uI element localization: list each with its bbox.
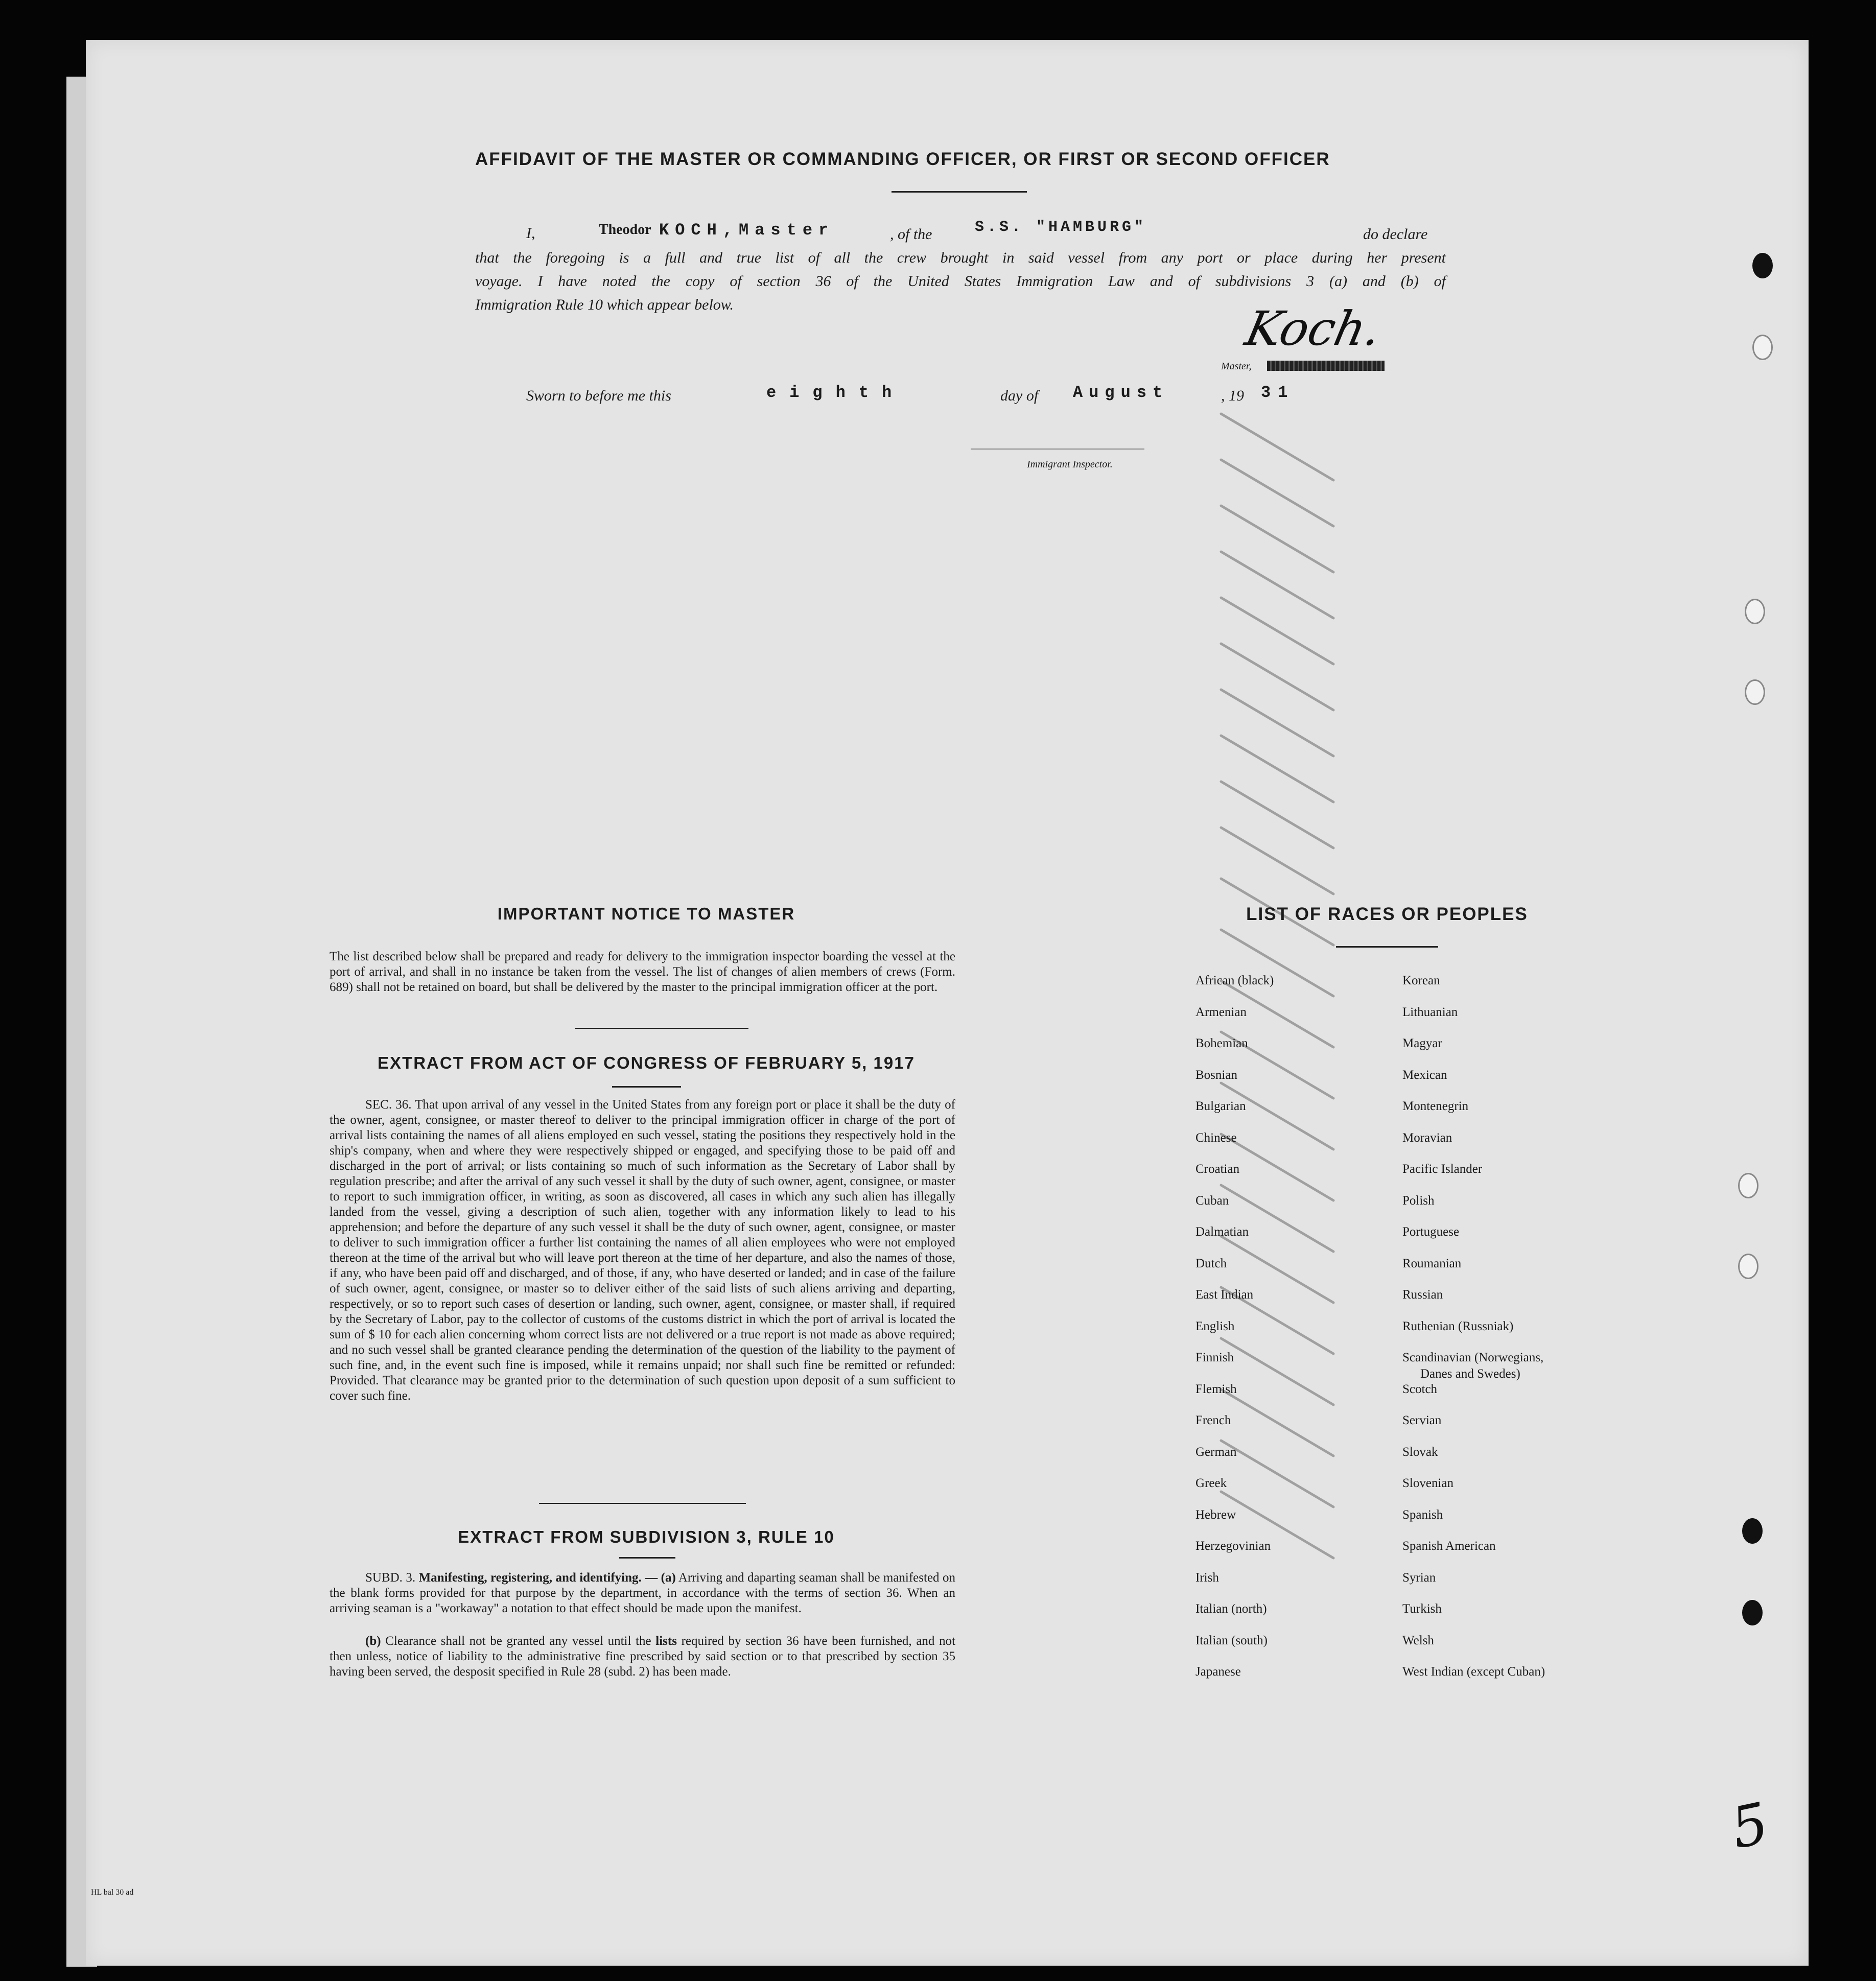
day-of-label: day of bbox=[1000, 387, 1039, 404]
master-label: Master, bbox=[1221, 361, 1252, 372]
affidavit-line-4: Immigration Rule 10 which appear below. bbox=[475, 296, 734, 313]
race-item: Dalmatian bbox=[1195, 1225, 1249, 1239]
binder-hole bbox=[1742, 1518, 1763, 1544]
race-item: French bbox=[1195, 1413, 1231, 1427]
races-divider bbox=[1336, 946, 1438, 948]
binder-hole bbox=[1745, 679, 1765, 705]
race-item: Russian bbox=[1402, 1288, 1443, 1302]
race-item: Armenian bbox=[1195, 1005, 1247, 1019]
notice-title: IMPORTANT NOTICE TO MASTER bbox=[497, 904, 795, 923]
binder-hole bbox=[1738, 1254, 1758, 1279]
binder-hole bbox=[1742, 1600, 1763, 1625]
race-item: Pacific Islander bbox=[1402, 1162, 1483, 1176]
race-item: Dutch bbox=[1195, 1256, 1227, 1270]
race-item: Italian (north) bbox=[1195, 1602, 1267, 1616]
rule-a-heading: Manifesting, registering, and identifying. bbox=[418, 1571, 642, 1585]
title-divider bbox=[892, 191, 1027, 193]
race-item: Magyar bbox=[1402, 1036, 1442, 1050]
race-item: Syrian bbox=[1402, 1570, 1436, 1585]
race-item: West Indian (except Cuban) bbox=[1402, 1665, 1545, 1679]
race-item: Irish bbox=[1195, 1570, 1219, 1585]
race-item: Flemish bbox=[1195, 1382, 1237, 1396]
race-item: Bosnian bbox=[1195, 1068, 1237, 1082]
binder-hole bbox=[1752, 335, 1773, 360]
rule-a-lead: SUBD. 3. bbox=[365, 1571, 416, 1585]
sworn-label: Sworn to before me this bbox=[526, 387, 671, 404]
sworn-month: August bbox=[1073, 383, 1169, 402]
race-item: Roumanian bbox=[1402, 1256, 1462, 1270]
race-item: Finnish bbox=[1195, 1351, 1234, 1364]
race-item: Servian bbox=[1402, 1413, 1442, 1427]
year-suffix: 31 bbox=[1261, 383, 1295, 402]
master-first-name: Theodor bbox=[599, 222, 651, 238]
rule-paragraph-b bbox=[330, 1634, 955, 1680]
page-number-mark: 5 bbox=[1725, 1790, 1774, 1861]
race-item: Spanish American bbox=[1402, 1539, 1496, 1553]
do-declare-label: do declare bbox=[1363, 226, 1428, 243]
act-title: EXTRACT FROM ACT OF CONGRESS OF FEBRUARY 5, 1917 bbox=[378, 1053, 915, 1072]
race-item: English bbox=[1195, 1319, 1235, 1333]
race-item: African (black) bbox=[1195, 974, 1274, 987]
race-item: Scandinavian (Norwegians, bbox=[1402, 1351, 1544, 1364]
struck-out-officer-title bbox=[1267, 361, 1385, 371]
races-title: LIST OF RACES OR PEOPLES bbox=[1246, 904, 1528, 924]
race-item: Lithuanian bbox=[1402, 1005, 1458, 1019]
race-item: Turkish bbox=[1402, 1602, 1442, 1616]
race-item: Mexican bbox=[1402, 1068, 1447, 1082]
binder-hole bbox=[1752, 253, 1773, 278]
race-item: Italian (south) bbox=[1195, 1633, 1268, 1647]
master-signature: Koch. bbox=[1240, 301, 1387, 356]
rule-b-marker: (b) bbox=[365, 1634, 381, 1648]
race-item: Hebrew bbox=[1195, 1507, 1236, 1522]
year-prefix: , 19 bbox=[1221, 387, 1244, 404]
rule-title: EXTRACT FROM SUBDIVISION 3, RULE 10 bbox=[458, 1527, 835, 1546]
affidavit-title: AFFIDAVIT OF THE MASTER OR COMMANDING OFFICER, OR FIRST OR SECOND OFFICER bbox=[475, 149, 1330, 169]
race-item: Greek bbox=[1195, 1476, 1227, 1490]
race-item: Portuguese bbox=[1402, 1225, 1460, 1239]
race-item: Welsh bbox=[1402, 1633, 1434, 1647]
race-item: Montenegrin bbox=[1402, 1099, 1469, 1113]
notice-divider bbox=[575, 1028, 748, 1029]
affidavit-line-2: that the foregoing is a full and true list of all the crew brought in said vessel from any port or place during her present bbox=[475, 249, 1446, 266]
rule-divider bbox=[619, 1557, 675, 1559]
race-item: German bbox=[1195, 1445, 1237, 1459]
act-divider bbox=[612, 1086, 681, 1088]
race-item: Scotch bbox=[1402, 1382, 1438, 1396]
rule-a-marker: — (a) bbox=[645, 1571, 676, 1585]
race-item: Herzegovinian bbox=[1195, 1539, 1271, 1553]
race-item: East Indian bbox=[1195, 1288, 1254, 1302]
race-item: Bulgarian bbox=[1195, 1099, 1246, 1113]
rule-b-lists: lists bbox=[655, 1634, 677, 1648]
form-code: HL bal 30 ad bbox=[91, 1888, 134, 1897]
race-item: Polish bbox=[1402, 1193, 1435, 1208]
race-item: Ruthenian (Russniak) bbox=[1402, 1319, 1514, 1333]
inspector-signature-line bbox=[971, 449, 1144, 450]
notice-text: The list described below shall be prepared and ready for delivery to the immigration inspector boarding the vessel at the port of arrival, and shall in no instance be taken from the vessel. The list of changes of alien members of crews (Form. 689) shall not be retained on board, but shall be delivered by the master to the principal immigration officer at the port. bbox=[330, 950, 955, 994]
binder-hole bbox=[1738, 1173, 1758, 1198]
of-the-label: , of the bbox=[890, 226, 932, 243]
race-item: Cuban bbox=[1195, 1193, 1229, 1208]
rule-paragraph-a bbox=[330, 1570, 955, 1616]
affidavit-line-3: voyage. I have noted the copy of section 36 of the United States Immigration Law and of subdivisions 3 (a) and (b) of bbox=[475, 273, 1446, 290]
race-item: Slovenian bbox=[1402, 1476, 1453, 1490]
rule-b-text-1: Clearance shall not be granted any vessel until the bbox=[385, 1634, 651, 1648]
act-end-divider bbox=[539, 1503, 746, 1504]
race-item: Korean bbox=[1402, 974, 1440, 987]
inspector-label: Immigrant Inspector. bbox=[1027, 459, 1113, 470]
race-item: Croatian bbox=[1195, 1162, 1240, 1176]
race-item: Chinese bbox=[1195, 1130, 1237, 1145]
races-scandinavian-continuation: Danes and Swedes) bbox=[1420, 1367, 1520, 1381]
race-item: Spanish bbox=[1402, 1507, 1443, 1522]
act-text: SEC. 36. That upon arrival of any vessel in the United States from any foreign port or place it shall be the duty of the owner, agent, consignee, or master thereof to deliver to the principal immigration officer in charge of the port of arrival lists containing the names of all aliens employed en such vessel, stating the positions they respectively hold in the ship's company, when and where they were respectively shipped or engaged, and specifying those to be paid off and discharged in the port of arrival; or lists containing so much of such information as the Secretary of Labor shall by regulation prescribe; and after the arrival of any such vessel it shall by the duty of such owner, agent, consignee, or master to report to such immigration officer, in writing, as soon as discovered, all cases in which any such alien has illegally landed from the vessel, giving a description of such alien, together with any information likely to lead to his apprehension; and before the departure of any such vessel it shall be the duty of such owner, agent, consignee, or master to deliver to such immigration officer a further list containing the names of all alien employees who were not employed thereon at the time of the arrival but who will leave port thereon at the time of her departure, and also the names of those, if any, who have been paid off and discharged, and of those, if any, who have deserted or landed; and in case of the failure of such owner, agent, consignee, or master so to deliver either of the said lists of such aliens arriving and departing, respectively, or so to report such cases of desertion or landing, such owner, agent, consignee, or master shall, if required by the Secretary of Labor, pay to the collector of customs of the customs district in which the port of arrival is located the sum of $ 10 for each alien concerning whom correct lists are not delivered or a true report is not made as above required; and no such vessel shall be granted clearance pending the determination of the question of the liability to the payment of such fine, and, in the event such fine is imposed, while it remains unpaid; nor shall such fine be remitted or refunded: Provided. That clearance may be granted prior to the determination of such question upon deposit of a sum sufficient to cover such fine. bbox=[330, 1098, 955, 1403]
race-item: Bohemian bbox=[1195, 1036, 1248, 1050]
race-item: Slovak bbox=[1402, 1445, 1438, 1459]
affidavit-i: I, bbox=[526, 225, 535, 242]
rule-b-text-2: required by section 36 have been furnished, and not then unless, notice of liability to the administrative fine prescribed by said section or to that prescribed by section 35 having been served, the desposit specified in Rule 28 (subd. 2) has been made. bbox=[330, 1634, 956, 1679]
master-name-title: KOCH,Master bbox=[659, 221, 835, 240]
race-item: Japanese bbox=[1195, 1665, 1241, 1679]
rule-a-text: Arriving and daparting seaman shall be manifested on the blank forms provided for that purpose by the department, in accordance with the terms of section 36. When an arriving seaman is a "workaway" a notation to that effect should be made upon the manifest. bbox=[330, 1571, 955, 1615]
sworn-day: eighth bbox=[766, 383, 905, 402]
ship-name: S.S. "HAMBURG" bbox=[975, 219, 1147, 236]
race-item: Moravian bbox=[1402, 1130, 1452, 1145]
binder-hole bbox=[1745, 599, 1765, 624]
